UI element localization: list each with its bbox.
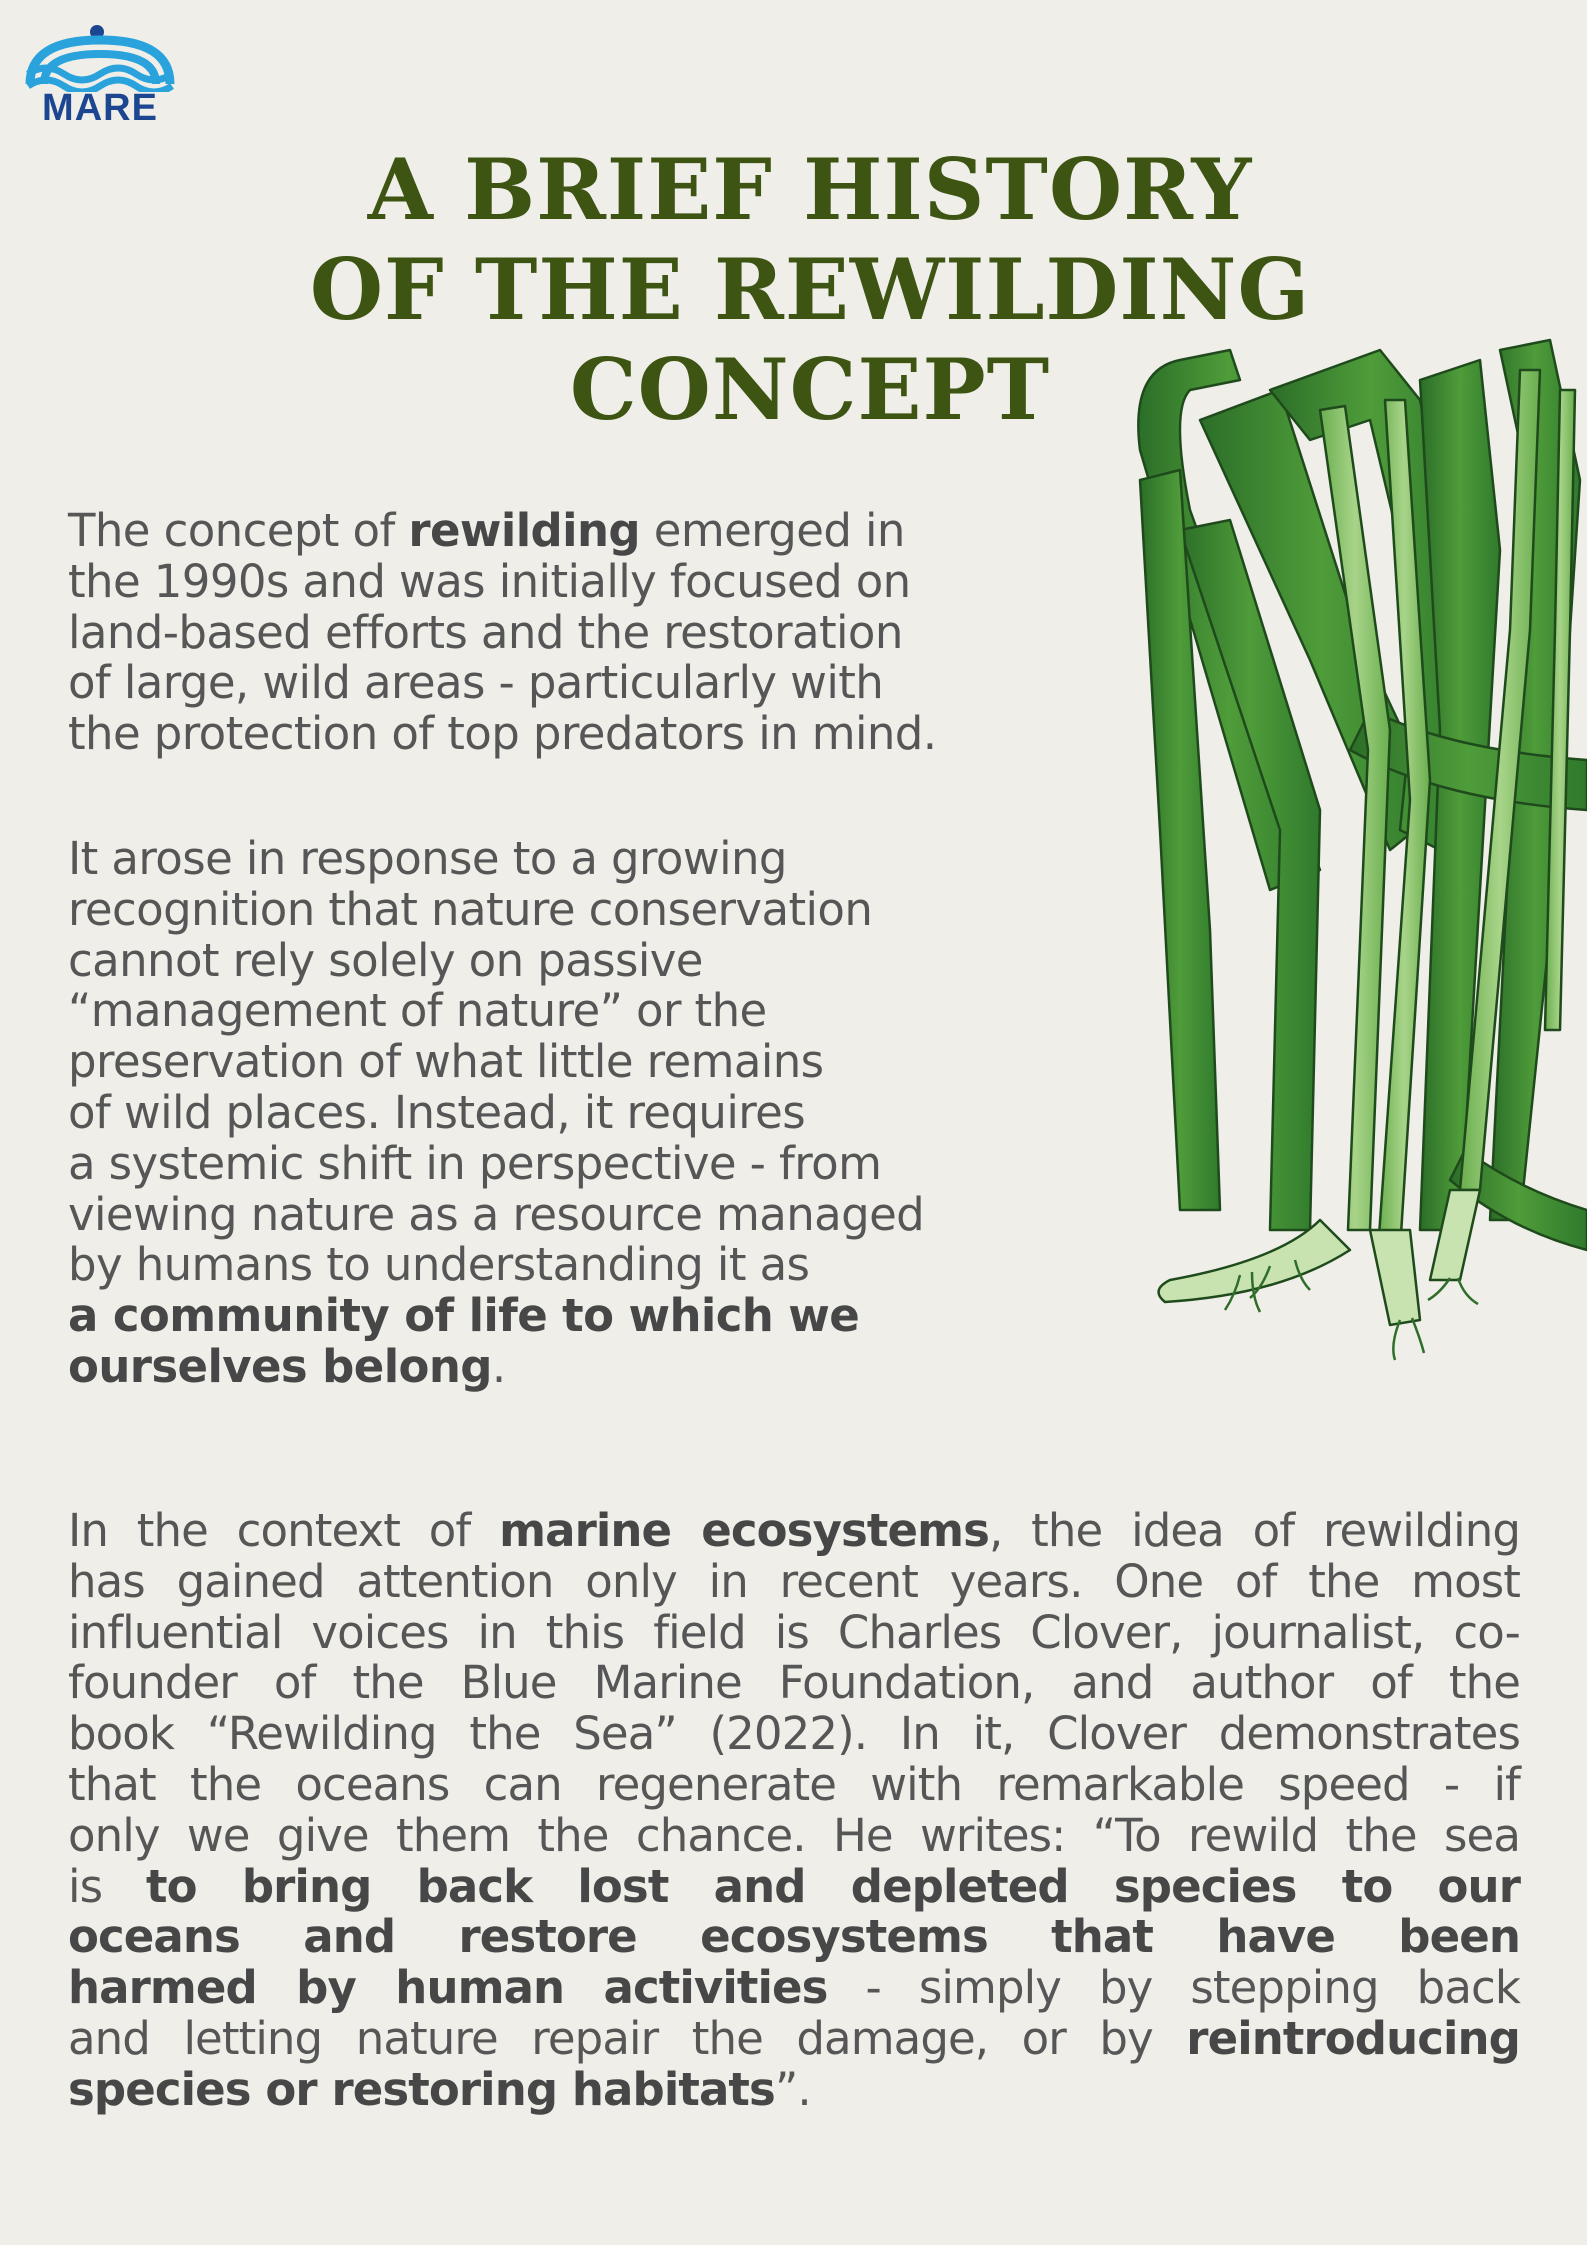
text-line: the 1990s and was initially focused on — [68, 554, 911, 608]
text-run — [68, 1506, 1520, 1557]
highlight-community: a community of life to which we — [68, 1289, 860, 1343]
text-line — [68, 1554, 1520, 1608]
text-run: and letting nature repair the damage, or by — [68, 2011, 1187, 2065]
text-line: by humans to understanding it as — [68, 1238, 810, 1292]
text-run — [68, 1859, 1520, 1913]
text-line — [68, 1658, 1520, 1709]
text-line — [68, 2062, 1520, 2116]
text-line — [68, 1506, 1520, 1557]
text-run: . — [491, 1339, 506, 1393]
text-line: a systemic shift in perspective - from — [68, 1136, 882, 1190]
highlight-quote: oceans and restore ecosystems that have been — [68, 1910, 1520, 1964]
seagrass-icon — [1120, 330, 1587, 1390]
text-run — [68, 1963, 1520, 2014]
text-run — [68, 2062, 811, 2116]
mare-logo — [22, 22, 178, 130]
text-line: viewing nature as a resource managed — [68, 1187, 925, 1241]
highlight-quote: harmed by human activities — [68, 1961, 828, 2015]
text-run: only we give them the chance. He writes: “To rewild the sea — [68, 1808, 1520, 1862]
highlight-quote: to bring back lost and depleted species to our — [146, 1859, 1520, 1913]
text-line: preservation of what little remains — [68, 1035, 824, 1089]
text-run: that the oceans can regenerate with remarkable speed - if — [68, 1757, 1520, 1811]
marine-paragraph — [68, 1506, 1520, 2116]
text-line — [68, 1339, 506, 1393]
text-line: of wild places. Instead, it requires — [68, 1085, 806, 1139]
text-line: “management of nature” or the — [68, 984, 767, 1038]
text-line: recognition that nature conservation — [68, 882, 873, 936]
text-run — [68, 2011, 1520, 2065]
highlight-reintroducing: reintroducing — [1186, 2011, 1520, 2065]
intro-paragraph — [68, 506, 1048, 760]
text-run: emerged in — [640, 504, 905, 557]
text-run: has gained attention only in recent years. One of the most — [68, 1554, 1520, 1608]
text-line — [68, 1963, 1520, 2014]
text-line — [68, 1912, 1520, 1963]
logo-text: MARE — [42, 87, 158, 129]
highlight-community-end: ourselves belong — [68, 1339, 492, 1393]
mare-waves-icon — [22, 22, 178, 92]
text-line — [68, 1709, 1520, 1760]
highlight-restoring: species or restoring habitats — [68, 2062, 775, 2116]
text-line: cannot rely solely on passive — [68, 933, 703, 987]
text-line — [68, 1859, 1520, 1913]
text-run: , the idea of rewilding — [989, 1504, 1520, 1557]
seagrass-illustration — [1120, 330, 1587, 1390]
text-line: land-based efforts and the restoration — [68, 605, 903, 659]
response-paragraph — [68, 834, 1048, 1393]
text-run: The concept of — [68, 504, 409, 557]
text-run: is — [68, 1859, 146, 1913]
text-line — [68, 1808, 1520, 1862]
text-run: In the context of — [68, 1504, 500, 1557]
text-line — [68, 1605, 1520, 1659]
highlight-marine-ecosystems: marine ecosystems — [499, 1504, 989, 1557]
text-line — [68, 2011, 1520, 2065]
text-run: book “Rewilding the Sea” (2022). In it, Clover demonstrates — [68, 1707, 1520, 1761]
title-line: CONCEPT — [569, 340, 1051, 439]
text-line — [68, 506, 905, 557]
text-line: of large, wild areas - particularly with — [68, 656, 884, 710]
text-run: - simply by stepping back — [827, 1961, 1520, 2015]
text-run: influential voices in this field is Charles Clover, journalist, co- — [68, 1605, 1520, 1659]
title-line: A BRIEF HISTORY — [367, 140, 1253, 239]
text-line: It arose in response to a growing — [68, 832, 787, 885]
text-line: the protection of top predators in mind. — [68, 707, 937, 761]
highlight-rewilding: rewilding — [408, 504, 641, 557]
text-line — [68, 1291, 859, 1342]
text-line — [68, 1757, 1520, 1811]
title-line: OF THE REWILDING — [309, 240, 1311, 339]
text-run: ”. — [774, 2062, 811, 2116]
text-run: founder of the Blue Marine Foundation, and author of the — [68, 1656, 1520, 1710]
